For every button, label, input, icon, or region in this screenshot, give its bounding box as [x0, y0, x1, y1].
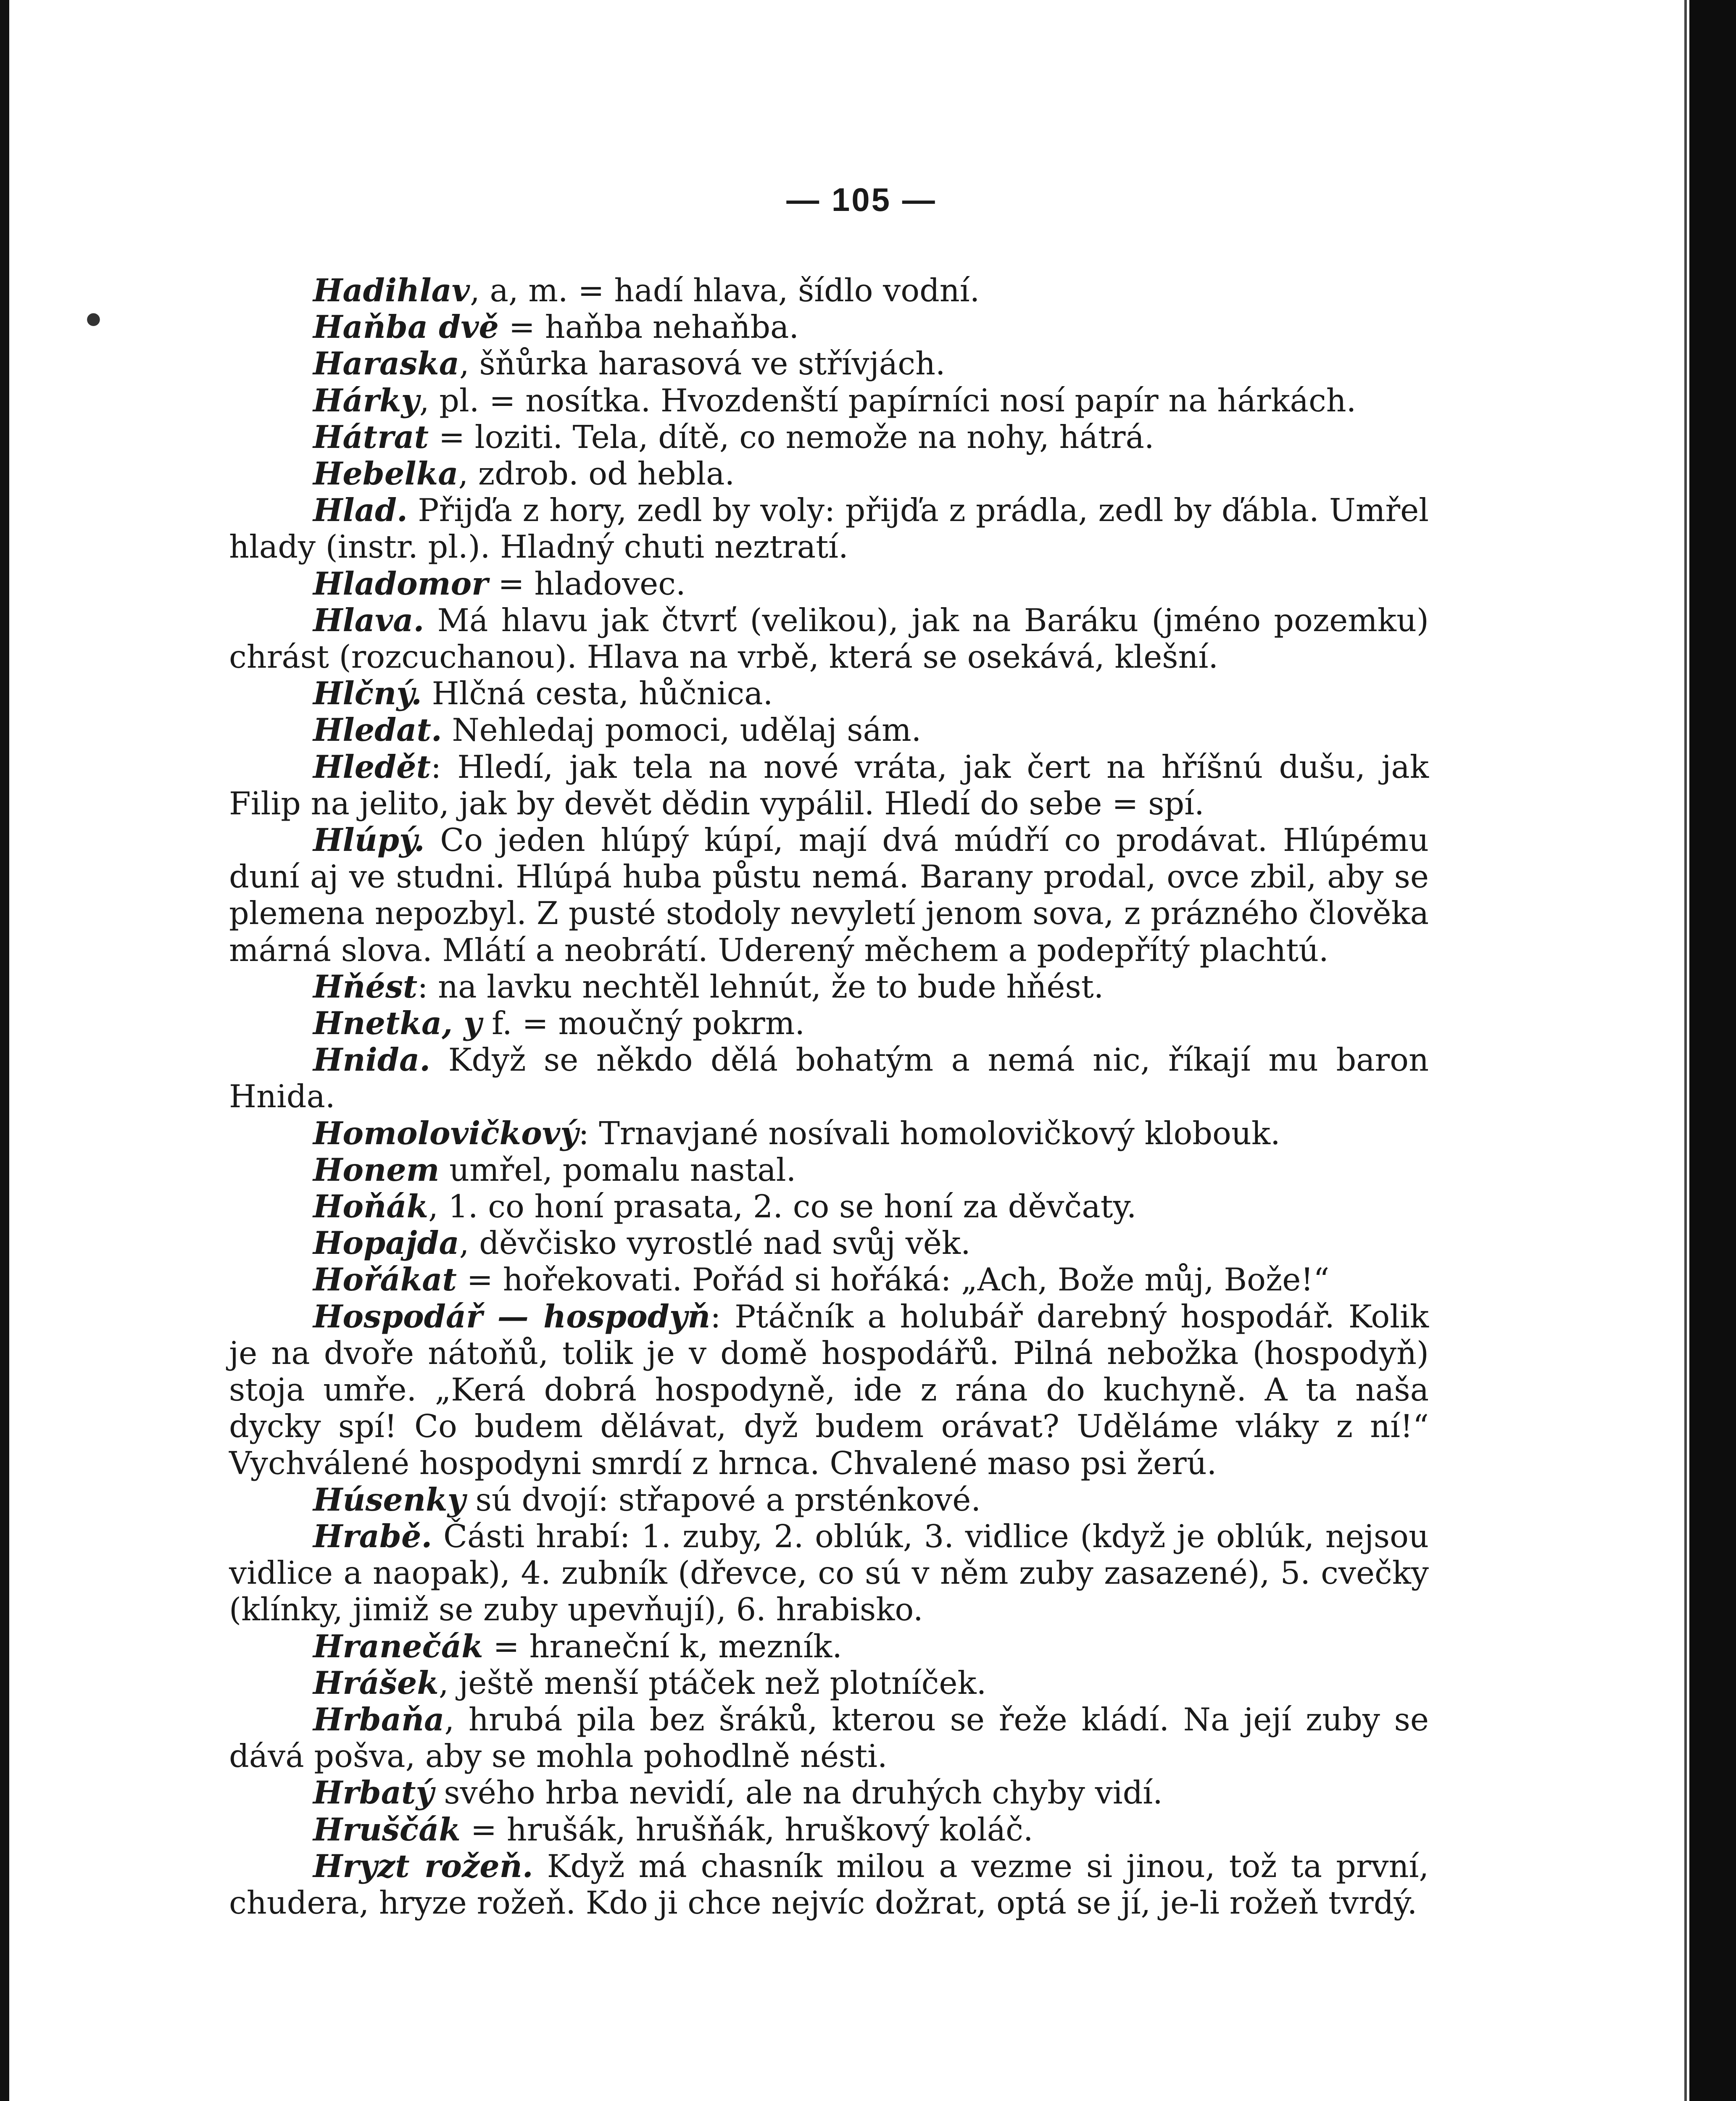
headword: Hlad.	[313, 492, 408, 529]
definition: Části hrabí: 1. zuby, 2. oblúk, 3. vidlice (když je oblúk, nejsou vidlice a naopak), 4. zubník (dřevce, co sú v něm zuby zasazené), 5. cvečky (klínky, jimiž se zuby upevňují), 6. hrabisko.	[229, 1518, 1429, 1628]
definition: = hraneční k, mezník.	[483, 1628, 842, 1665]
entry	[229, 419, 1429, 455]
definition: Nehledaj pomoci, udělaj sám.	[442, 712, 922, 749]
definition: , zdrob. od hebla.	[458, 455, 735, 492]
entry	[229, 602, 1429, 675]
headword: Haňba dvě	[313, 308, 499, 346]
headword: Hnida.	[313, 1041, 431, 1079]
entry	[229, 1005, 1429, 1042]
headword: Hňést	[313, 968, 418, 1005]
headword: Hlčný.	[313, 675, 422, 712]
definition: , pl. = nosítka. Hvozdenští papírníci nosí papír na hárkách.	[419, 382, 1357, 419]
right-edge-line	[1684, 0, 1687, 2101]
headword: Hledat.	[313, 711, 442, 749]
definition: Když má chasník milou a vezme si jinou, tož ta první, chudera, hryze rožeň. Kdo ji chce nejvíc dožrat, optá se jí, je-li rožeň tvrdý.	[229, 1848, 1429, 1921]
definition: Co jeden hlúpý kúpí, mají dvá múdří co prodávat. Hlúpému duní aj ve studni. Hlúpá huba půstu nemá. Barany prodal, ovce zbil, aby se plemena nepozbyl. Z pusté stodoly nevyletí jenom sova, z prázného člověka márná slova. Mlátí a neobrátí. Uderený měchem a podepřítý plachtú.	[229, 822, 1429, 969]
entry	[229, 272, 1429, 309]
definition: = loziti. Tela, dítě, co nemože na nohy, hátrá.	[429, 419, 1154, 455]
headword: Hoňák	[313, 1188, 429, 1225]
entry	[229, 1115, 1429, 1152]
headword: Hořákat	[313, 1261, 457, 1298]
definition: , šňůrka harasová ve střívjách.	[459, 345, 946, 382]
definition: : Hledí, jak tela na nové vráta, jak čert na hříšnú dušu, jak Filip na jelito, jak by devět dědin vypálil. Hledí do sebe = spí.	[229, 748, 1429, 822]
headword: Honem	[313, 1151, 440, 1188]
definition: umřel, pomalu nastal.	[439, 1151, 796, 1188]
headword: Hárky	[313, 382, 419, 419]
headword: Hnetka, y	[313, 1005, 482, 1042]
headword: Haraska	[313, 345, 460, 382]
entry	[229, 1298, 1429, 1482]
definition: svého hrba nevidí, ale na druhých chyby vidí.	[434, 1775, 1163, 1811]
headword: Húsenky	[313, 1481, 466, 1518]
definition: = hořekovati. Pořád si hořáká: „Ach, Bože můj, Bože!“	[456, 1261, 1330, 1298]
definition: Hlčná cesta, hůčnica.	[421, 675, 773, 712]
definition: Má hlavu jak čtvrť (velikou), jak na Baráku (jméno pozemku) chrást (rozcuchanou). Hlava na vrbě, která se osekává, klešní.	[229, 602, 1429, 676]
definition: Přijďa z hory, zedl by voly: přijďa z prádla, zedl by ďábla. Umřel hlady (instr. pl.). Hladný chuti neztratí.	[229, 492, 1429, 566]
entry	[229, 712, 1429, 748]
headword: Hadihlav	[313, 272, 470, 309]
definition: , ještě menší ptáček než plotníček.	[438, 1664, 987, 1701]
entry	[229, 1152, 1429, 1188]
entry	[229, 345, 1429, 382]
entry	[229, 309, 1429, 345]
entry	[229, 675, 1429, 712]
headword: Homolovičkový	[313, 1114, 579, 1152]
entry	[229, 1225, 1429, 1261]
entry	[229, 455, 1429, 492]
headword: Hrbaňa	[313, 1701, 445, 1738]
definition: = hladovec.	[488, 565, 686, 602]
headword: Hrabě.	[313, 1517, 432, 1555]
entry	[229, 566, 1429, 602]
headword: Hruščák	[313, 1811, 461, 1848]
headword: Hryzt rožeň.	[313, 1847, 533, 1885]
entry	[229, 1665, 1429, 1701]
headword: Hebelka	[313, 455, 458, 492]
headword: Hledět	[313, 748, 431, 785]
entry	[229, 1188, 1429, 1225]
headword: Hlúpý.	[313, 821, 425, 859]
definition: sú dvojí: střapové a prsténkové.	[465, 1481, 981, 1518]
entry	[229, 1848, 1429, 1921]
definition: , a, m. = hadí hlava, šídlo vodní.	[470, 272, 980, 309]
definition: Když se někdo dělá bohatým a nemá nic, říkají mu baron Hnida.	[229, 1042, 1429, 1115]
headword: Hospodář — hospodyň	[313, 1298, 711, 1335]
entry	[229, 1518, 1429, 1628]
definition: : Ptáčník a holubář darebný hospodář. Kolik je na dvoře nátoňů, tolik je v domě hospodářů. Pilná nebožka (hospodyň) stoja umře. „Kerá dobrá hospodyně, ide z rána do kuchyně. A ta naša dycky spí! Co budem dělávat, dyž budem orávat? Uděláme vláky z ní!“ Vychválené hospodyni smrdí z hrnca. Chvalené maso psi žerú.	[229, 1298, 1429, 1482]
headword: Hladomor	[313, 565, 488, 602]
entry	[229, 1811, 1429, 1848]
definition: , hrubá pila bez šráků, kterou se řeže kládí. Na její zuby se dává pošva, aby se mohla pohodlně nésti.	[229, 1701, 1429, 1775]
definition: , 1. co honí prasata, 2. co se honí za děvčaty.	[428, 1188, 1137, 1225]
headword: Hátrat	[313, 418, 429, 455]
definition: = haňba nehaňba.	[498, 309, 799, 346]
entry	[229, 382, 1429, 419]
left-page-edge	[0, 0, 9, 2101]
definition: , děvčisko vyrostlé nad svůj věk.	[459, 1225, 971, 1262]
entry	[229, 1628, 1429, 1665]
headword: Hranečák	[313, 1627, 483, 1665]
entry	[229, 969, 1429, 1005]
entry	[229, 492, 1429, 565]
definition: : na lavku nechtěl lehnút, že to bude hňést.	[417, 968, 1104, 1005]
page-number: — 105 —	[786, 181, 937, 218]
entry	[229, 1261, 1429, 1298]
entry	[229, 822, 1429, 969]
stray-mark: ●	[86, 309, 101, 328]
entry	[229, 1482, 1429, 1518]
entry	[229, 1042, 1429, 1115]
right-page-edge	[1689, 0, 1736, 2101]
entry	[229, 749, 1429, 822]
definition: f. = moučný pokrm.	[482, 1005, 805, 1042]
entry	[229, 1775, 1429, 1811]
definition: : Trnavjané nosívali homolovičkový klobouk.	[578, 1115, 1280, 1152]
headword: Hrbatý	[313, 1774, 434, 1811]
entry	[229, 1701, 1429, 1775]
headword: Hlava.	[313, 601, 424, 639]
headword: Hrášek	[313, 1664, 439, 1701]
dictionary-text	[229, 272, 1429, 1921]
headword: Hopajda	[313, 1224, 459, 1262]
definition: = hrušák, hrušňák, hruškový koláč.	[461, 1811, 1033, 1848]
